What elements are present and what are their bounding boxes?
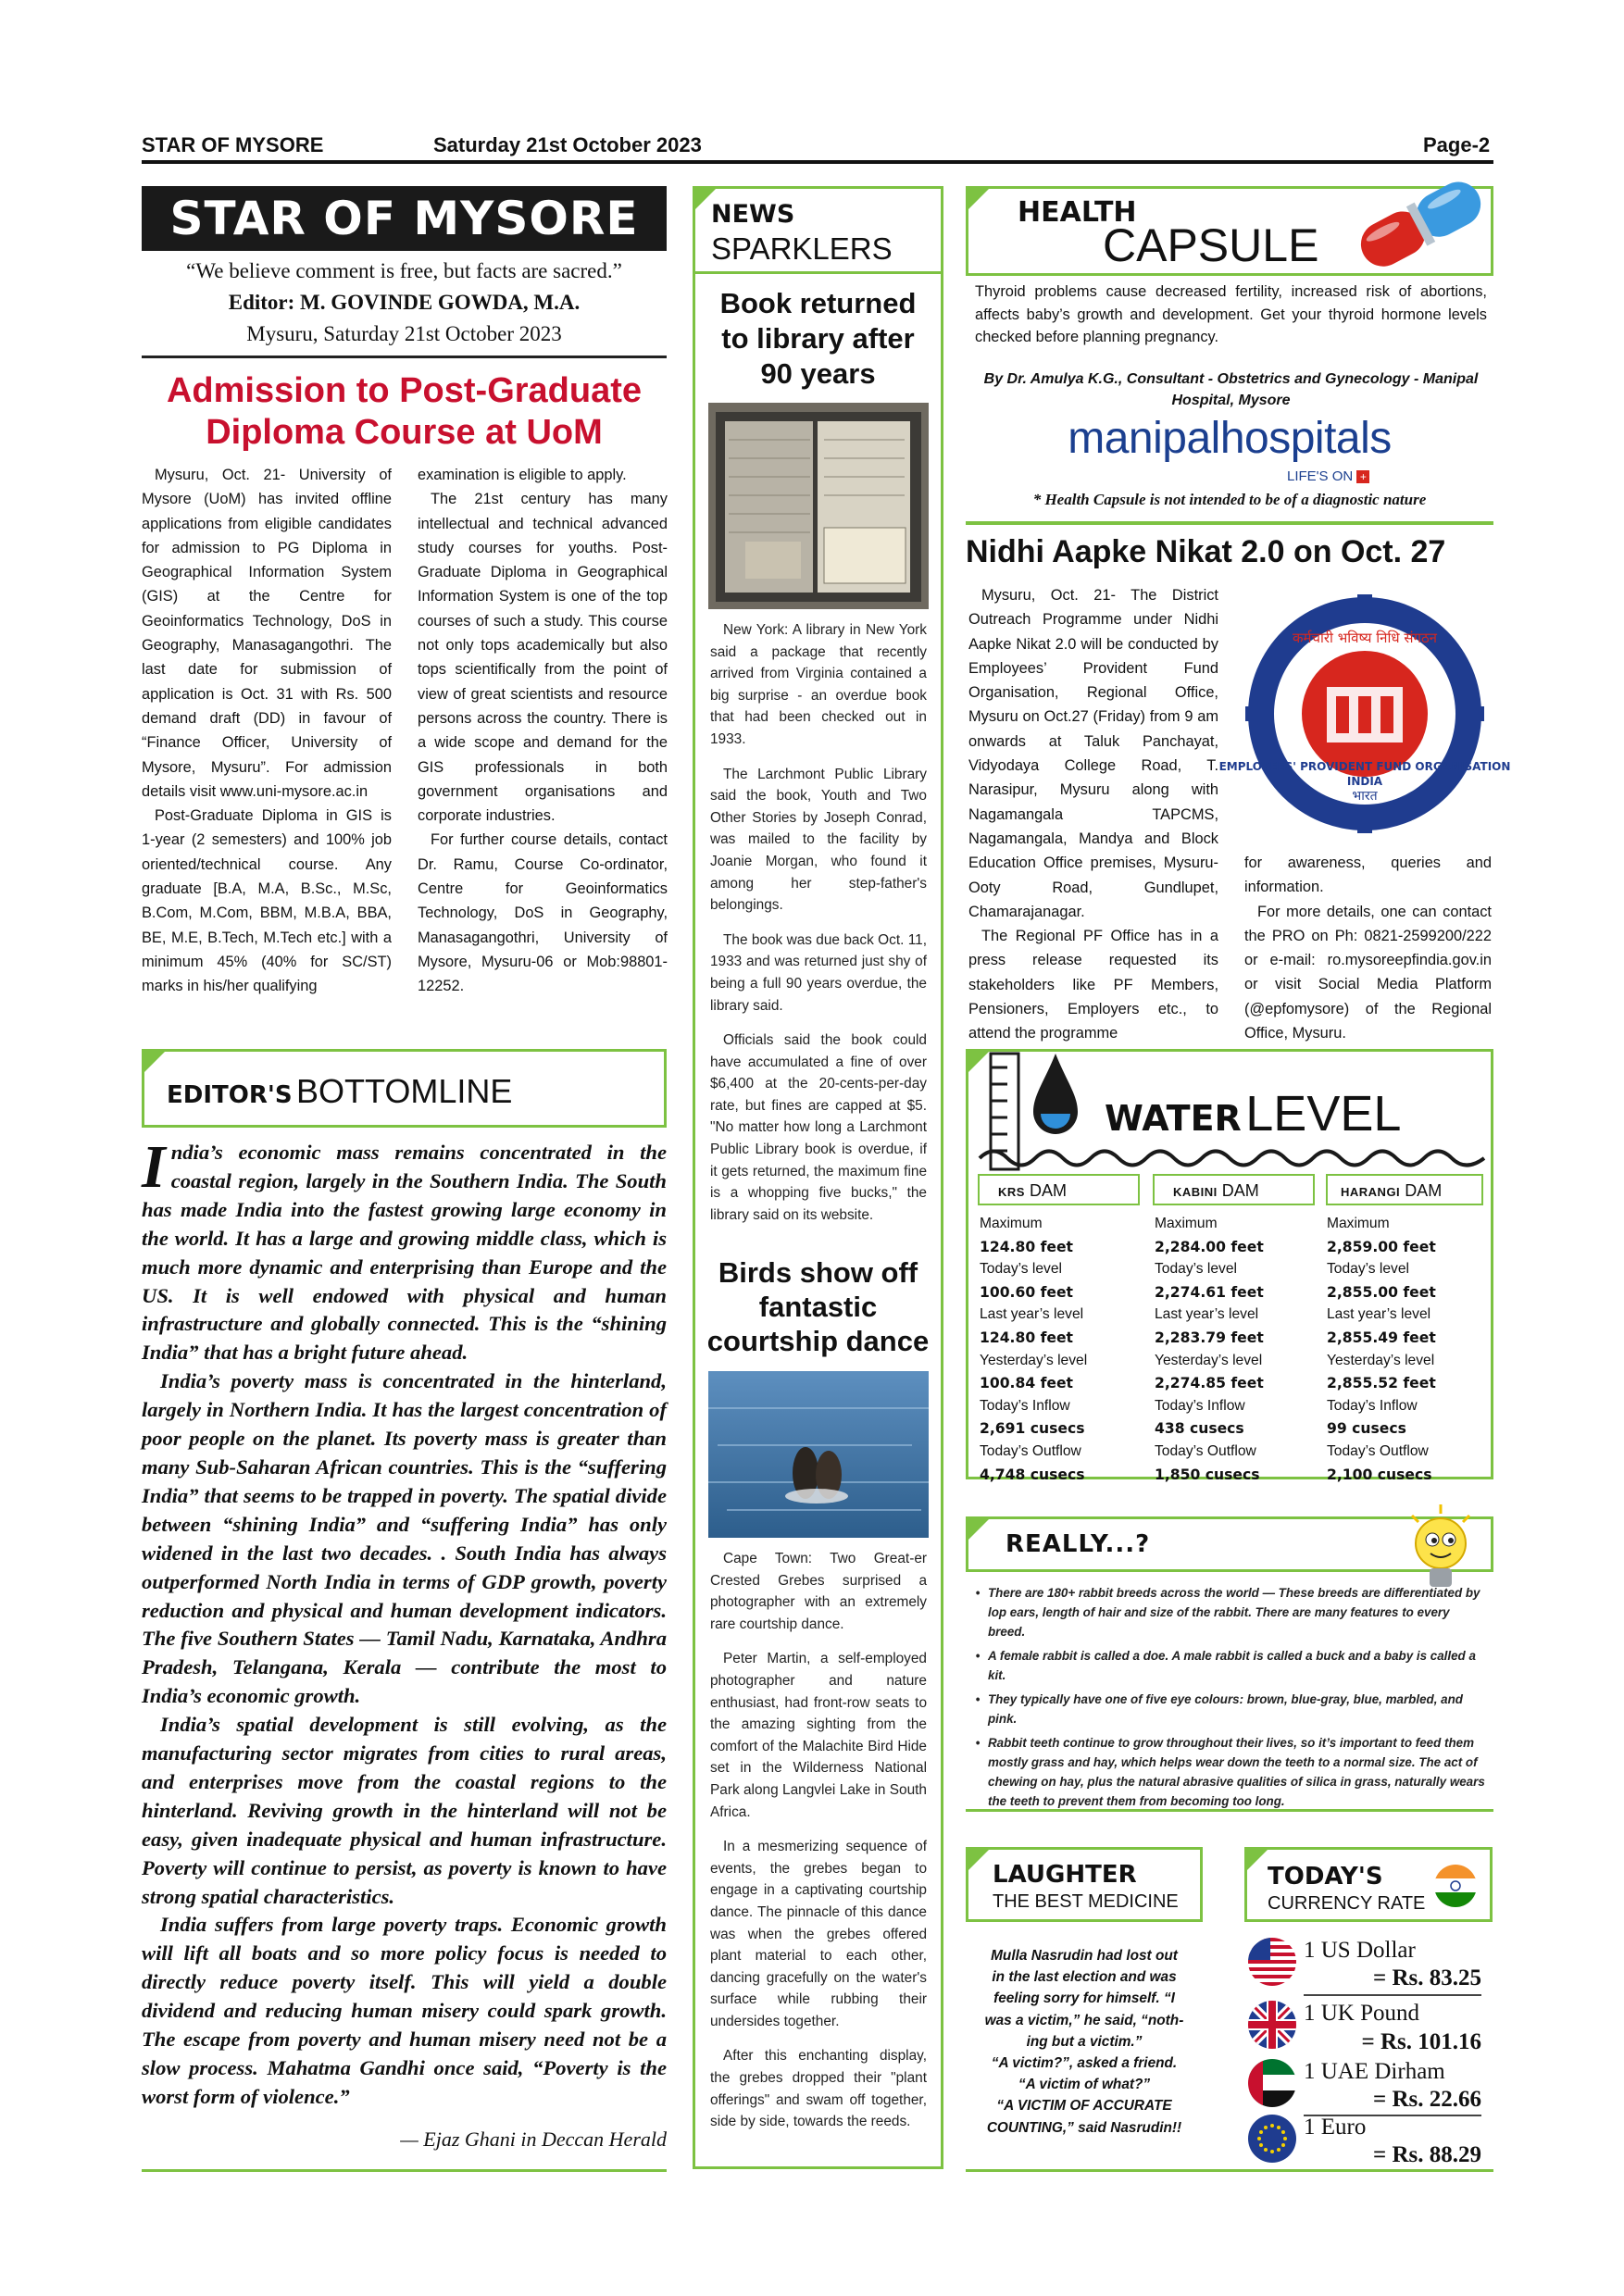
dam-row-value: 100.84 feet [980, 1375, 1073, 1392]
krs-dam-tab [978, 1174, 1140, 1205]
dam-row-label: Today’s level [1327, 1261, 1409, 1278]
nidhi-para: Mysuru, Oct. 21- The District Outreach Programme under Nidhi Aapke Nikat 2.0 will be conducted by Employees’ Provident Fund Organisation, Regional Office, Mysuru on Oct.27 (Friday) from 9 am onwards at Taluk Panchayat, Vidyodaya College Road, T. Narasipur, Mysuru along with Nagamangala TAPCMS, Nagamangala, Mandya and Block Education Office premises, Mysuru-Ooty Road, Gundlupet, Chamarajanagar. [968, 587, 1218, 920]
dam-row-value: 438 cusecs [1155, 1420, 1244, 1438]
currency-name: 1 Euro [1304, 2115, 1367, 2140]
really-item-text: A female rabbit is called a doe. A male rabbit is called a buck and a baby is called a kit. [988, 1649, 1476, 1682]
currency-rate: = Rs. 101.16 [1361, 2029, 1481, 2054]
dam-row-value: 2,274.61 feet [1155, 1283, 1264, 1301]
really-item-text: Rabbit teeth continue to grow throughout their lives, so it’s important to feed them mostly grass and hay, which helps wear down the teeth to a normal size. The act of chewing on hay, plus the natural abrasive qualities of silica in grass, naturally wears the teeth to prevent them from becoming too long. [988, 1736, 1485, 1808]
sparklers-label: SPARKLERS [711, 231, 893, 266]
joke-line: “A VICTIM OF ACCURATE [996, 2098, 1172, 2115]
corner-triangle [966, 186, 992, 212]
laughter-box [966, 1847, 1203, 1922]
currency-name: 1 US Dollar [1304, 1938, 1416, 1963]
masthead-title: STAR OF MYSORE [142, 186, 667, 251]
dam-row-label: Today’s Outflow [980, 1442, 1081, 1459]
editorial-bottom-rule [142, 2169, 667, 2172]
bottom-right-rule [966, 2169, 1493, 2172]
dam-row-value: 124.80 feet [980, 1238, 1073, 1255]
story1-para: New York: A library in New York said a package that recently arrived from Virginia contained a big surprise - an overdue book that had been checked out in 1933. [710, 622, 927, 747]
admission-headline: Admission to Post-Graduate Diploma Course at UoM [166, 371, 643, 452]
laughter-joke [966, 1945, 1203, 2139]
editorial-body [142, 1133, 667, 2112]
dam-row-value: 2,284.00 feet [1155, 1238, 1264, 1255]
editorial-para: India suffers from large poverty traps. Economic growth will lift all boats and so more policy focus is needed to directly reduce poverty itself. This will yield a double dividend and reducing human misery could spark growth. The escape from poverty and human misery need not be a slow process. Mahatma Gandhi once said, “Poverty is the worst form of violence.” [142, 1913, 667, 2108]
story1-para: Officials said the book could have accumulated a fine of over $6,400 at the 20-cents-per-day rate, but fines are capped at $5. "No matter how long a Larchmont Public Library book is overdue, if it gets returned, the maximum fine is a whopping five bucks," the library said on its website. [710, 1032, 927, 1223]
uk-flag-icon [1248, 2001, 1296, 2049]
currency-rate: = Rs. 88.29 [1372, 2142, 1481, 2167]
really-item: • There are 180+ rabbit breeds across the world — These breeds are differentiated by lop ears, length of hair and size of the rabbit. There are many features to every breed. [968, 1583, 1486, 1641]
editors-label-bold: EDITOR'S [167, 1081, 293, 1109]
admission-para: The 21st century has many intellectual and technical advanced study courses for youths. Post-Graduate Diploma in Geographical Information System is one of the top courses of such a study. This course not only tops academically but also tops scientifically from the point of view of great scientists and resource persons across the country. There is a wide scope and demand for the GIS professionals in both government organisations and corporate industries. [418, 491, 668, 825]
dam-row-value: 2,855.52 feet [1327, 1375, 1436, 1392]
epfo-logo-ring-text: EMPLOYEES' PROVIDENT FUND ORGANISATION [1218, 760, 1511, 773]
laughter-label: LAUGHTER [993, 1861, 1137, 1889]
dam-row-value: 2,283.79 feet [1155, 1329, 1264, 1346]
dam-row-label: Last year’s level [1155, 1306, 1259, 1323]
admission-col-2 [418, 463, 668, 999]
dam-row-value: 99 cusecs [1327, 1420, 1406, 1438]
capsule-label: CAPSULE [1103, 219, 1319, 271]
epfo-logo-india: INDIA [1346, 775, 1383, 788]
india-flag-icon [1434, 1865, 1477, 1907]
corner-triangle [966, 1516, 992, 1542]
really-bottom-rule [966, 1809, 1493, 1812]
dam-row-label: Yesterday’s level [1327, 1352, 1435, 1368]
dam-row-label: Maximum [980, 1216, 1043, 1231]
health-byline: By Dr. Amulya K.G., Consultant - Obstetrics and Gynecology - Manipal Hospital, Mysore [983, 371, 1479, 408]
wave-line-icon [980, 1144, 1484, 1172]
really-item: • They typically have one of five eye colours: brown, blue-gray, blue, marbled, and pink. [968, 1690, 1486, 1728]
running-header-page: Page-2 [1423, 133, 1491, 156]
currency-rule [1304, 1994, 1481, 1996]
dam-row-label: Today’s level [980, 1261, 1062, 1278]
laughter-sublabel: THE BEST MEDICINE [993, 1891, 1179, 1912]
editorial-para: ndia’s economic mass remains concentrated in the coastal region, largely in the Southern India. The South has made India into the fastest growing large economy in the world. It has a large and growing middle class, which is much more dynamic and enterprising than Europe and the US. It is well endowed with physical and human infrastructure and globally connected. This is the “shining India” that has a bright future ahead. [142, 1141, 667, 1365]
dam-row-value: 1,850 cusecs [1155, 1466, 1260, 1483]
dam-name: DAM [1221, 1181, 1259, 1200]
masthead-dateline: Mysuru, Saturday 21st October 2023 [246, 322, 562, 345]
dam-row-label: Today’s Inflow [1327, 1397, 1418, 1414]
currency-sublabel: CURRENCY RATE [1268, 1893, 1426, 1914]
old-book-photo [708, 403, 929, 609]
editors-label-light: BOTTOMLINE [296, 1072, 513, 1110]
masthead-rule [142, 356, 667, 358]
kabini-dam-data [1155, 1213, 1321, 1486]
story1-para: The book was due back Oct. 11, 1933 and was returned just shy of being a full 90 years overdue, the library said. [710, 931, 927, 1014]
dam-row-value: 2,859.00 feet [1327, 1238, 1436, 1255]
running-header-paper: STAR OF MYSORE [142, 133, 324, 156]
capsule-pill-icon [1343, 174, 1500, 276]
editorial-para: India’s spatial development is still evolving, as the manufacturing sector migrates from cities to rural areas, and enterprises move from the coastal regions to the hinterland. Reviving growth in the hinterland will not be easy, given inadequate physical and human infrastructure. Poverty will continue to persist, as poverty is known to have strong spatial characteristics. [142, 1713, 667, 1908]
dam-row-label: Today’s level [1155, 1261, 1237, 1278]
dam-row-label: Today’s Inflow [980, 1397, 1070, 1414]
corner-triangle [1244, 1847, 1270, 1873]
dam-name-bold: KABINI [1173, 1185, 1218, 1199]
dam-row-value: 2,855.00 feet [1327, 1283, 1436, 1301]
currency-name: 1 UAE Dirham [1304, 2059, 1445, 2084]
admission-para: examination is eligible to apply. [418, 467, 627, 483]
corner-triangle [966, 1847, 992, 1873]
really-label: REALLY...? [1006, 1530, 1151, 1558]
joke-line: “A victim of what?” [1018, 2077, 1151, 2093]
krs-dam-data [980, 1213, 1146, 1486]
joke-line: Mulla Nasrudin had lost out [991, 1948, 1178, 1964]
story2-body [710, 1548, 927, 2146]
really-item: • A female rabbit is called a doe. A male rabbit is called a buck and a baby is called a kit. [968, 1646, 1486, 1685]
dam-row-label: Yesterday’s level [980, 1352, 1088, 1368]
health-disclaimer: * Health Capsule is not intended to be of a diagnostic nature [1032, 491, 1427, 508]
joke-line: ing but a victim.” [1026, 2033, 1143, 2050]
really-list [968, 1583, 1486, 1816]
currency-rate: = Rs. 22.66 [1372, 2087, 1481, 2112]
masthead-editor: Editor: M. GOVINDE GOWDA, M.A. [228, 291, 581, 314]
currency-rate: = Rs. 83.25 [1372, 1965, 1481, 1990]
running-header-date: Saturday 21st October 2023 [433, 133, 702, 156]
currency-box [1244, 1847, 1493, 1922]
dam-row-value: 2,100 cusecs [1327, 1466, 1432, 1483]
dam-row-value: 2,855.49 feet [1327, 1329, 1436, 1346]
manipal-tagline [1287, 468, 1369, 484]
manipal-tagline-text: LIFE'S ON [1287, 468, 1354, 484]
story1-headline: Book returned to library after 90 years [719, 287, 917, 390]
dam-row-value: 124.80 feet [980, 1329, 1073, 1346]
news-header-rule [695, 271, 941, 274]
water-label-light: LEVEL [1245, 1086, 1402, 1142]
editors-bottomline-box [142, 1049, 667, 1128]
dam-row-value: 2,691 cusecs [980, 1420, 1085, 1438]
epfo-logo-hindi: कर्मचारी भविष्य निधि संगठन [1293, 630, 1437, 646]
kabini-dam-tab [1153, 1174, 1315, 1205]
dam-row-value: 2,274.85 feet [1155, 1375, 1264, 1392]
admission-para: Post-Graduate Diploma in GIS is 1-year (2 semesters) and 100% job oriented/technical course. Any graduate [B.A, M.A, B.Sc., M.Sc, B.Com, M.Com, BBM, M.B.A, BBA, BE, M.E, B.Tech, M.Tech etc.] with a minimum 45% (40% for SC/ST) marks in his/her qualifying [142, 807, 392, 995]
health-label: HEALTH [1018, 196, 1137, 229]
editorial-para: India’s poverty mass is concentrated in the hinterland, largely in Northern India. It has the largest concentration of poor people on the planet. Its poverty mass is greater than many Sub-Saharan African countries. This is the “suffering India” that seems to be trapped in poverty. The spatial divide between “shining India” and “suffering India” has only widened in the last two decades. . South India has always outperformed North India in terms of GDP growth, poverty reduction and physical and human development indicators. The five Southern States — Tamil Nadu, Karnataka, Andhra Pradesh, Telangana, Kerala — contribute the most to India’s economic growth. [142, 1369, 667, 1708]
grebes-photo [708, 1371, 929, 1538]
uae-flag-icon [1248, 2059, 1296, 2107]
epfo-logo-bharat: भारत [1352, 789, 1378, 804]
dam-row-label: Maximum [1327, 1216, 1390, 1231]
dam-name-bold: HARANGI [1341, 1185, 1401, 1199]
admission-col-1 [142, 463, 392, 999]
dam-row-label: Today’s Outflow [1327, 1442, 1429, 1459]
really-item-text: They typically have one of five eye colours: brown, blue-gray, blue, marbled, and pink. [988, 1692, 1463, 1726]
dam-row-label: Maximum [1155, 1216, 1218, 1231]
story2-para: Peter Martin, a self-employed photographer and nature enthusiast, had front-row seats to the amazing sighting from the comfort of the Malachite Bird Hide set in the Wilderness National Park along Langvlei Lake in South Africa. [710, 1651, 927, 1820]
dam-row-label: Today’s Outflow [1155, 1442, 1256, 1459]
joke-line: COUNTING,” said Nasrudin!! [986, 2119, 1182, 2136]
water-label-bold: WATER [1105, 1098, 1242, 1139]
joke-line: in the last election and was [992, 1969, 1177, 1986]
nidhi-col-1 [968, 583, 1218, 1046]
story1-body [710, 619, 927, 1239]
nidhi-col-2 [1244, 851, 1492, 1045]
us-flag-icon [1248, 1938, 1296, 1986]
header-rule [142, 160, 1493, 164]
dam-row-label: Last year’s level [1327, 1306, 1431, 1323]
nidhi-para: The Regional PF Office has in a press release requested its stakeholders like PF Members, Pensioners, Employers etc., to attend the programme [968, 928, 1218, 1042]
harangi-dam-data [1327, 1213, 1489, 1486]
story1-para: The Larchmont Public Library said the book, Youth and Two Other Stories by Joseph Conrad, was mailed to the facility by Joanie Morgan, who found it among her step-father's belongings. [710, 766, 927, 914]
admission-para: Mysuru, Oct. 21- University of Mysore (UoM) has invited offline applications from eligible candidates for admission to PG Diploma in Geographical Information System (GIS) at the Centre for Geoinformatics Technology, DoS in Geography, Manasagangothri. The last date for submission of application is Oct. 31 with Rs. 500 demand draft (DD) in favour of “Finance Officer, University of Mysore, Mysuru”. For admission details visit www.uni-mysore.ac.in [142, 467, 392, 800]
manipal-logo: manipalhospitals [1068, 414, 1392, 463]
joke-line: “A victim?”, asked a friend. [991, 2055, 1178, 2072]
editorial-byline: — Ejaz Ghani in Deccan Herald [400, 2128, 667, 2151]
dam-row-value: 100.60 feet [980, 1283, 1073, 1301]
epfo-logo [1218, 594, 1511, 833]
story2-headline: Birds show off fantastic courtship dance [706, 1256, 930, 1357]
harangi-dam-tab [1326, 1174, 1483, 1205]
dam-name-bold: KRS [998, 1185, 1025, 1199]
currency-name: 1 UK Pound [1304, 2001, 1420, 2026]
nidhi-para: for awareness, queries and information. [1244, 855, 1492, 896]
story2-para: After this enchanting display, the grebes dropped their "plant offerings" and swam off together, side by side, towards the reeds. [710, 2048, 927, 2130]
masthead-tagline: “We believe comment is free, but facts are sacred.” [186, 259, 622, 282]
health-bottom-rule [966, 521, 1493, 525]
really-item-text: There are 180+ rabbit breeds across the world — These breeds are differentiated by lop ears, length of hair and size of the rabbit. There are many features to every breed. [988, 1586, 1480, 1639]
health-text: Thyroid problems cause decreased fertility, increased risk of abortions, affects baby’s growth and development. Get your thyroid hormone levels checked before planning pregnancy. [975, 283, 1487, 346]
story2-para: Cape Town: Two Great-er Crested Grebes surprised a photographer with an extremely rare courtship dance. [710, 1551, 927, 1632]
plus-icon: + [1356, 470, 1369, 483]
nidhi-headline: Nidhi Aapke Nikat 2.0 on Oct. 27 [966, 534, 1446, 569]
nidhi-para: For more details, one can contact the PRO on Ph: 0821-2599200/222 or e-mail: ro.mysoreepfindia.gov.in or visit Social Media Platform (@epfomysore) of the Regional Office, Mysuru. [1244, 903, 1492, 1042]
water-level-title [1105, 1085, 1401, 1142]
dam-row-label: Today’s Inflow [1155, 1397, 1245, 1414]
dam-name: DAM [1405, 1181, 1443, 1200]
lightbulb-icon [1403, 1503, 1479, 1593]
dam-row-label: Last year’s level [980, 1306, 1084, 1323]
dam-name: DAM [1029, 1181, 1067, 1200]
admission-para: For further course details, contact Dr. Ramu, Course Co-ordinator, Centre for Geoinformatics Technology, DoS in Geography, Manasagangothri, University of Mysore, Mysuru-06 or Mob:98801-12252. [418, 831, 668, 995]
corner-triangle [142, 1049, 168, 1075]
joke-line: feeling sorry for himself. “I [993, 1990, 1175, 2007]
currency-label: TODAY'S [1268, 1863, 1383, 1890]
dam-row-value: 4,748 cusecs [980, 1466, 1085, 1483]
really-item: • Rabbit teeth continue to grow throughout their lives, so it’s important to feed them mostly grass and hay, which helps wear down the teeth to a normal size. The act of chewing on hay, plus the natural abrasive qualities of silica in grass, naturally wears the teeth to prevent them from becoming too long. [968, 1733, 1486, 1811]
news-sparklers-column [693, 186, 943, 2169]
news-label: NEWS [711, 200, 795, 229]
eu-flag-icon [1248, 2115, 1296, 2163]
story2-para: In a mesmerizing sequence of events, the grebes began to engage in a captivating courtship dance. The pinnacle of this dance was when the grebes offered plant material to each other, dancing gracefully on the water's surface while rubbing their undersides together. [710, 1839, 927, 2029]
dam-row-label: Yesterday’s level [1155, 1352, 1263, 1368]
joke-line: was a victim,” he said, “noth- [984, 2012, 1184, 2028]
drop-cap: I [142, 1133, 166, 1201]
